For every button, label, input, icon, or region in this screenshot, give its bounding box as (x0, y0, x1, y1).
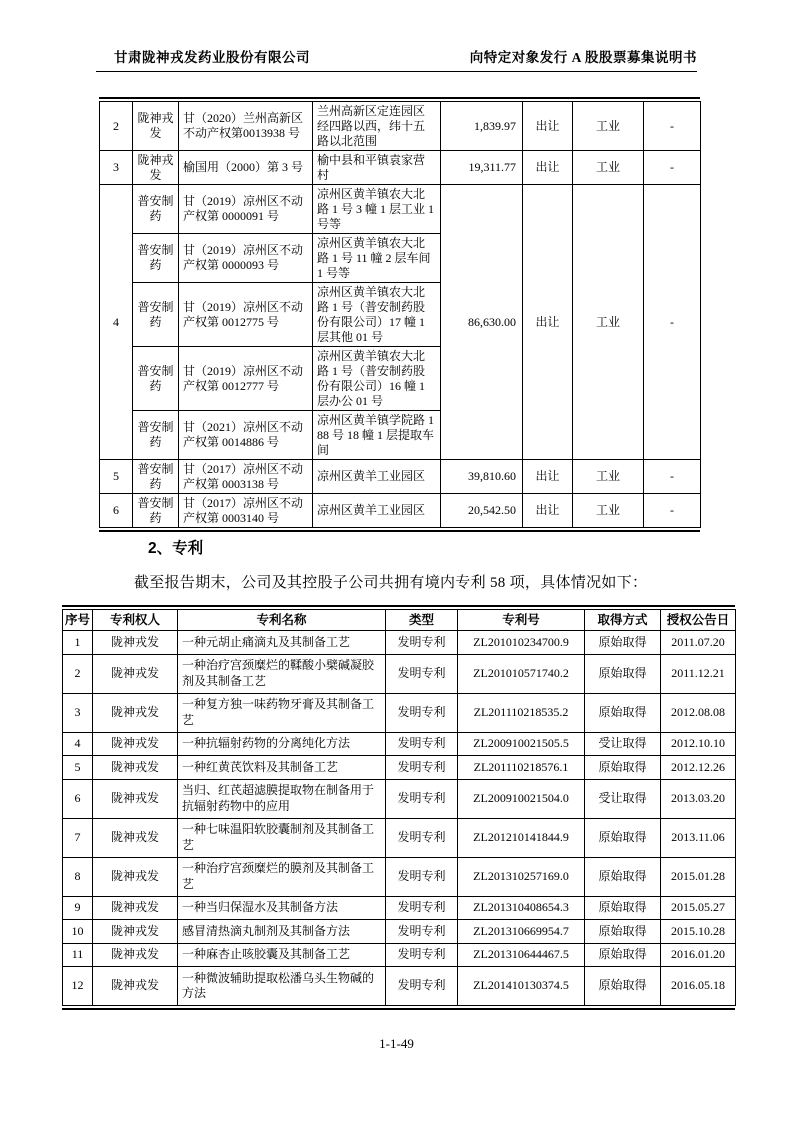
cell-no: 10 (63, 920, 93, 944)
cell-method: 出让 (523, 151, 573, 185)
cell-location: 凉州区黄羊镇农大北路 1 号（普安制药股份有限公司）17 幢 1 层其他 01 号 (313, 283, 441, 347)
property-row (100, 151, 701, 185)
property-row (100, 102, 701, 151)
cell-number: ZL201410130374.5 (458, 967, 585, 1006)
cell-name: 一种当归保湿水及其制备方法 (178, 896, 386, 920)
cell-owner: 普安制药 (133, 460, 179, 494)
cell-owner: 普安制药 (133, 283, 179, 347)
cell-location: 凉州区黄羊工业园区 (313, 494, 441, 528)
cell-type: 发明专利 (386, 654, 458, 693)
cell-date: 2011.12.21 (661, 654, 736, 693)
cell-note: - (644, 185, 701, 460)
cell-note: - (644, 102, 701, 151)
patent-row (63, 732, 736, 756)
cell-type: 发明专利 (386, 896, 458, 920)
cell-date: 2015.05.27 (661, 896, 736, 920)
cell-owner: 普安制药 (133, 411, 179, 460)
col-header-method: 取得方式 (585, 610, 661, 631)
cell-date: 2013.11.06 (661, 818, 736, 857)
cell-date: 2012.10.10 (661, 732, 736, 756)
cell-name: 当归、红芪超滤膜提取物在制备用于抗辐射药物中的应用 (178, 779, 386, 818)
cell-date: 2013.03.20 (661, 779, 736, 818)
cell-name: 一种红黄芪饮料及其制备工艺 (178, 756, 386, 780)
cell-owner: 陇神戎发 (93, 818, 178, 857)
cell-date: 2016.01.20 (661, 943, 736, 967)
cell-method: 原始取得 (585, 693, 661, 732)
patent-header-row (63, 610, 736, 631)
cell-method: 受让取得 (585, 779, 661, 818)
col-header-name: 专利名称 (178, 610, 386, 631)
patent-table-wrapper (62, 605, 735, 1010)
cell-note: - (644, 151, 701, 185)
cell-type: 发明专利 (386, 857, 458, 896)
cell-no: 3 (63, 693, 93, 732)
cell-number: ZL201210141844.9 (458, 818, 585, 857)
cell-method: 受让取得 (585, 732, 661, 756)
patent-row (63, 857, 736, 896)
cell-name: 一种抗辐射药物的分离纯化方法 (178, 732, 386, 756)
cell-no: 3 (100, 151, 133, 185)
cell-owner: 普安制药 (133, 234, 179, 283)
cell-use: 工业 (573, 185, 644, 460)
cell-no: 8 (63, 857, 93, 896)
patent-row (63, 920, 736, 944)
property-table (99, 101, 701, 528)
cell-method: 出让 (523, 494, 573, 528)
cell-owner: 陇神戎发 (93, 654, 178, 693)
cell-no: 4 (100, 185, 133, 460)
patent-row (63, 631, 736, 655)
cell-no: 4 (63, 732, 93, 756)
cell-type: 发明专利 (386, 693, 458, 732)
cell-name: 感冒清热滴丸制剂及其制备方法 (178, 920, 386, 944)
cell-use: 工业 (573, 151, 644, 185)
cell-method: 原始取得 (585, 967, 661, 1006)
cell-area: 86,630.00 (441, 185, 523, 460)
cell-no: 2 (63, 654, 93, 693)
cell-owner: 普安制药 (133, 347, 179, 411)
cell-number: ZL201310644467.5 (458, 943, 585, 967)
property-row (100, 494, 701, 528)
cell-location: 兰州高新区定连园区经四路以西，纬十五路以北范围 (313, 102, 441, 151)
cell-owner: 陇神戎发 (93, 857, 178, 896)
cell-no: 5 (100, 460, 133, 494)
cell-name: 一种微波辅助提取松潘乌头生物碱的方法 (178, 967, 386, 1006)
cell-type: 发明专利 (386, 756, 458, 780)
cell-owner: 陇神戎发 (93, 732, 178, 756)
cell-no: 6 (100, 494, 133, 528)
cell-area: 39,810.60 (441, 460, 523, 494)
col-header-date: 授权公告日 (661, 610, 736, 631)
cell-method: 原始取得 (585, 943, 661, 967)
cell-type: 发明专利 (386, 631, 458, 655)
cell-no: 6 (63, 779, 93, 818)
property-row (100, 460, 701, 494)
cell-no: 11 (63, 943, 93, 967)
col-header-no: 序号 (63, 610, 93, 631)
cell-owner: 陇神戎发 (93, 756, 178, 780)
cell-cert: 甘（2017）凉州区不动产权第 0003138 号 (179, 460, 313, 494)
section-heading-patents: 2、专利 (148, 540, 204, 557)
cell-owner: 陇神戎发 (93, 943, 178, 967)
cell-number: ZL201310669954.7 (458, 920, 585, 944)
cell-name: 一种复方独一味药物牙膏及其制备工艺 (178, 693, 386, 732)
patent-row (63, 756, 736, 780)
cell-owner: 陇神戎发 (93, 779, 178, 818)
patents-intro: 截至报告期末，公司及其控股子公司共拥有境内专利 58 项，具体情况如下： (134, 575, 648, 591)
cell-number: ZL201110218576.1 (458, 756, 585, 780)
cell-method: 出让 (523, 460, 573, 494)
property-row (100, 185, 701, 234)
cell-date: 2012.12.26 (661, 756, 736, 780)
cell-owner: 普安制药 (133, 494, 179, 528)
cell-method: 原始取得 (585, 920, 661, 944)
cell-no: 9 (63, 896, 93, 920)
page-number: 1-1-49 (379, 1036, 414, 1051)
cell-owner: 陇神戎发 (93, 896, 178, 920)
cell-location: 凉州区黄羊镇农大北路 1 号（普安制药股份有限公司）16 幢 1 层办公 01 号 (313, 347, 441, 411)
cell-number: ZL200910021505.5 (458, 732, 585, 756)
cell-area: 19,311.77 (441, 151, 523, 185)
cell-owner: 普安制药 (133, 185, 179, 234)
header-doc-title: 向特定对象发行 A 股股票募集说明书 (469, 50, 697, 65)
patent-row (63, 779, 736, 818)
cell-cert: 甘（2021）凉州区不动产权第 0014886 号 (179, 411, 313, 460)
col-header-owner: 专利权人 (93, 610, 178, 631)
cell-name: 一种治疗宫颈糜烂的膜剂及其制备工艺 (178, 857, 386, 896)
cell-location: 凉州区黄羊镇农大北路 1 号 3 幢 1 层工业 1 号等 (313, 185, 441, 234)
cell-type: 发明专利 (386, 967, 458, 1006)
cell-owner: 陇神戎发 (133, 102, 179, 151)
cell-number: ZL201010234700.9 (458, 631, 585, 655)
cell-name: 一种治疗宫颈糜烂的鞣酸小檗碱凝胶剂及其制备工艺 (178, 654, 386, 693)
cell-owner: 陇神戎发 (93, 693, 178, 732)
cell-cert: 甘（2019）凉州区不动产权第 0012777 号 (179, 347, 313, 411)
cell-type: 发明专利 (386, 732, 458, 756)
cell-date: 2015.10.28 (661, 920, 736, 944)
cell-no: 2 (100, 102, 133, 151)
cell-number: ZL201110218535.2 (458, 693, 585, 732)
patent-row (63, 654, 736, 693)
cell-method: 原始取得 (585, 756, 661, 780)
cell-method: 原始取得 (585, 896, 661, 920)
cell-note: - (644, 460, 701, 494)
cell-number: ZL201310257169.0 (458, 857, 585, 896)
cell-number: ZL201310408654.3 (458, 896, 585, 920)
cell-no: 12 (63, 967, 93, 1006)
cell-cert: 甘（2020）兰州高新区不动产权第0013938 号 (179, 102, 313, 151)
doc-header (96, 46, 697, 72)
cell-type: 发明专利 (386, 818, 458, 857)
cell-location: 凉州区黄羊镇学院路 188 号 18 幢 1 层提取车间 (313, 411, 441, 460)
cell-method: 原始取得 (585, 818, 661, 857)
cell-date: 2012.08.08 (661, 693, 736, 732)
cell-number: ZL201010571740.2 (458, 654, 585, 693)
cell-date: 2015.01.28 (661, 857, 736, 896)
patent-row (63, 967, 736, 1006)
cell-no: 1 (63, 631, 93, 655)
cell-method: 出让 (523, 102, 573, 151)
cell-name: 一种麻杏止咳胶囊及其制备工艺 (178, 943, 386, 967)
cell-no: 7 (63, 818, 93, 857)
cell-method: 原始取得 (585, 631, 661, 655)
cell-cert: 榆国用（2000）第 3 号 (179, 151, 313, 185)
cell-area: 1,839.97 (441, 102, 523, 151)
cell-no: 5 (63, 756, 93, 780)
cell-method: 原始取得 (585, 654, 661, 693)
col-header-number: 专利号 (458, 610, 585, 631)
cell-location: 凉州区黄羊镇农大北路 1 号 11 幢 2 层车间 1 号等 (313, 234, 441, 283)
header-company-name: 甘肃陇神戎发药业股份有限公司 (114, 50, 310, 65)
cell-location: 凉州区黄羊工业园区 (313, 460, 441, 494)
cell-name: 一种元胡止痛滴丸及其制备工艺 (178, 631, 386, 655)
cell-cert: 甘（2019）凉州区不动产权第 0000091 号 (179, 185, 313, 234)
cell-owner: 陇神戎发 (93, 631, 178, 655)
cell-use: 工业 (573, 494, 644, 528)
cell-owner: 陇神戎发 (133, 151, 179, 185)
cell-type: 发明专利 (386, 943, 458, 967)
cell-type: 发明专利 (386, 779, 458, 818)
cell-date: 2011.07.20 (661, 631, 736, 655)
patent-table (62, 609, 736, 1006)
cell-location: 榆中县和平镇袁家营村 (313, 151, 441, 185)
patent-row (63, 896, 736, 920)
cell-number: ZL200910021504.0 (458, 779, 585, 818)
col-header-type: 类型 (386, 610, 458, 631)
cell-date: 2016.05.18 (661, 967, 736, 1006)
cell-type: 发明专利 (386, 920, 458, 944)
cell-note: - (644, 494, 701, 528)
cell-method: 原始取得 (585, 857, 661, 896)
cell-use: 工业 (573, 102, 644, 151)
cell-cert: 甘（2019）凉州区不动产权第 0000093 号 (179, 234, 313, 283)
cell-method: 出让 (523, 185, 573, 460)
patent-row (63, 943, 736, 967)
cell-cert: 甘（2019）凉州区不动产权第 0012775 号 (179, 283, 313, 347)
cell-owner: 陇神戎发 (93, 920, 178, 944)
patent-row (63, 693, 736, 732)
patent-row (63, 818, 736, 857)
cell-cert: 甘（2017）凉州区不动产权第 0003140 号 (179, 494, 313, 528)
cell-area: 20,542.50 (441, 494, 523, 528)
cell-owner: 陇神戎发 (93, 967, 178, 1006)
property-table-wrapper (99, 97, 700, 532)
cell-use: 工业 (573, 460, 644, 494)
cell-name: 一种七味温阳软胶囊制剂及其制备工艺 (178, 818, 386, 857)
